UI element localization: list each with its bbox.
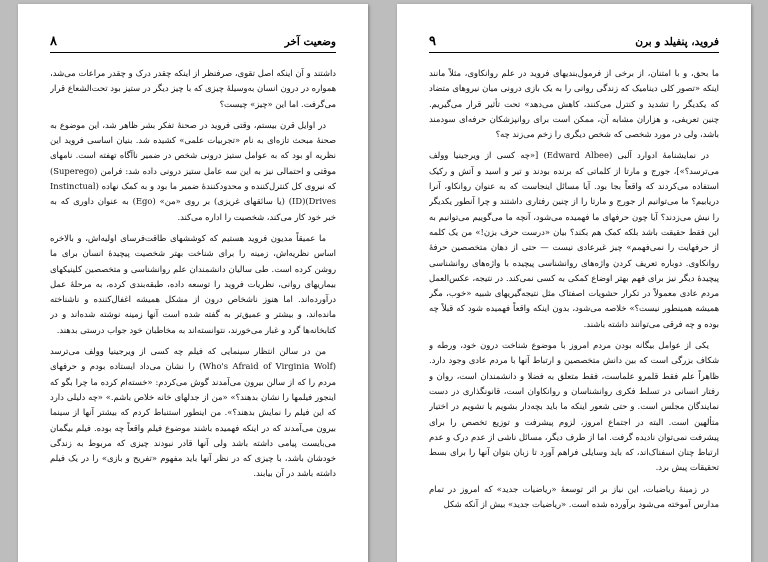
- paragraph: داشتند و آن اینکه اصل تقوی، صرفنظر از اینکه چقدر درک و چقدر مراعات می‌شد، همواره در درون انسان به‌وسیلهٔ چیزی که با چیز دیگر در ستیز بود تحت‌الشعاع قرار می‌گرفت. اما این «چیز» چیست؟: [50, 68, 336, 109]
- running-title: وضعیت آخر: [284, 36, 336, 48]
- paragraph: یکی از عوامل بیگانه بودن مردم امروز با موضوع شناخت درون خود، ورطه و شکاف بزرگی است که بین دانش متخصصین و ارتباط آنها با مردم عادی وجود دارد. ظاهراً علم فقط قلمرو علماست، فقط متعلق به فضلا و دانشمندان است، روان و رفتار انسانی در تسلط فکری روانشناسان و روانکاوان است، قانونگذاری در دست نمایندگان مجلس است. و حتی شعور اینکه ما باید بچه‌دار بشویم یا نشویم در اختیار متألهین است. البته در اجتماع امروز، لزوم پیشرفت و توزیع تخصص را برای پیشرفت نمی‌توان نادیده گرفت. اما از طرف دیگر، مسائل ناشی از عدم درک و عدم ارتباط چنان اسفناک‌اند، که باید وسایلی فراهم آورد تا زبان بتوان آنها را برای بسط تحقیقات پیش برد.: [429, 340, 719, 473]
- running-header: [429, 34, 719, 53]
- page-number: ۸: [50, 34, 57, 49]
- paragraph: ما عمیقاً مدیون فروید هستیم که کوششهای طاقت‌فرسای اولیه‌اش، و بالاخره اساس نظریه‌اش، زمینه را برای شناخت بهتر شخصیت پیچیدهٔ انسان برای ما روشن کرده است. طی سالیان دانشمندان علم روانشناسی و متخصصین کلینیکهای بیماریهای روانی، نظریات فروید را توسعه داده، طبقه‌بندی کرده، به مرحلهٔ عمل درآورده‌اند. اما هنوز ناشخاص درون از مشکل همیشه اغفال‌کننده و ناشناخته مانده‌اند، و بیشتر و عمیق‌تر به گفته شده است آنها زمینه نوشته شده‌اند و در کتابخانه‌ها گرد و غبار می‌خورند، نتوانسته‌اند به مخاطبان خود جواب درستی بدهند.: [50, 232, 336, 335]
- page-body: [429, 66, 719, 544]
- running-title: فروید، پنفیلد و برن: [635, 36, 719, 48]
- paragraph: در اوایل قرن بیستم، وقتی فروید در صحنهٔ تفکر بشر ظاهر شد، این موضوع به صحنهٔ مبحث تازه‌ای به نام «تجربیات علمی» کشیده شد. بنیان اساسی فروید این نظریه او بود که به عوامل ستیز درونی شخص در ضمیر ناآگاه تهفته است. نامهای موقتی و احتمالی نیز به این سه عامل ستیز درونی داده شد: فرامن (Superego) که نیروی کل کنترل‌کننده و محدودکنندهٔ ضمیر ما بود و به کمک نهاده (Instinctual Drives)(ID) (یا سائقهای غریزی) بر روی «من» (Ego) به عنوان داوری که به خبر خود کار می‌کند، شخصیت را اداره می‌کند.: [50, 119, 336, 222]
- paragraph: در زمینهٔ ریاضیات، این نیاز بر اثر توسعهٔ «ریاضیات جدید» که امروز در تمام مدارس آموخته می‌شود برآورده شده است. «ریاضیات جدید» بیش از آنکه شکل: [429, 483, 719, 510]
- page-number: ۹: [429, 34, 436, 49]
- book-page-left: [18, 4, 368, 562]
- paragraph: ما بحق، و با امتنان، از برخی از فرمول‌بندیهای فروید در علم روانکاوی، مثلاً مانند اینکه «تصور کلی دینامیک که زندگی روانی را به یک بازی درونی میان نیروهای متضاد که یکدیگر را تشدید و کنترل می‌کنند، کاهش می‌دهد» تحت تأثیر قرار می‌گیریم. چنین تعریفی، و هزاران مشابه آن، ممکن است برای روانپزشکان حرفه‌ای سودمند باشد، ولی در مورد شخصی که شخص دیگری را زخم می‌زند چه؟: [429, 68, 719, 140]
- running-header: [50, 34, 336, 53]
- page-body: [50, 66, 336, 544]
- paragraph: در نمایشنامهٔ ادوارد آلبی (Edward Albee) [«چه کسی از ویرجینیا وولف می‌ترسد؟»]، جورج و مارتا از کلماتی که برنده بودند و تیر و اسید و آتش و رکیک استفاده می‌کردند که واقعاً بجا بود. آیا مسائل اینجاست که به عنوان روانکاو، آنرا دریابیم؟ ما می‌توانیم از جورج و مارتا را از چنین رفتاری داشتند و چرا آنطور یکدیگر را نیش می‌زدند؟ آیا چون حرفهای ما فهمیده می‌شود، آنچه ما می‌گوییم می‌توانیم به این فقط حقیقت باشد بلکه کمک هم بکند؟ بیان «درست حرف بزن!» من یک کلمه از حرفهایت را نمی‌فهمم» چیز غیرعادی نیست — حتی از دهان متخصصین حرفهٔ روانکاوی. دوباره تعریف کردن واژه‌های روانشناسی پیچیده با واژه‌های روانشناسی پیچیدهٔ دیگر نیز برای فهم بهتر اوضاع کمکی به کسی نمی‌کند. در نتیجه، عکس‌العمل مردم عادی معمولاً در تکرار حشویات اصفتاک مثل نتیجه‌گیریهای شبیه «خوب، مگر همیشه همینطور نیست؟» خلاصه می‌شود، بدون اینکه واقعاً فهمیده شود که قبلاً چه بوده و چه فرقی می‌توانند داشته باشند.: [429, 150, 719, 329]
- book-page-right: [397, 4, 751, 562]
- paragraph: من در سالن انتظار سینمایی که فیلم چه کسی از ویرجینیا وولف می‌ترسد (Who's Afraid of Virginia Wolf) را نشان می‌داد ایستاده بودم و حرفهای مردم را که از سالن بیرون می‌آمدند گوش می‌کردم: «خسته‌ام کرده ما چرا بگو که اینجور فیلمها را نشان بدهند؟» «من از جدلهای خانه خلاص باشم.» «چه دلیلی دارد که این فیلم را نمایش بدهند؟». من اینطور استنباط کردم که بیشتر آنها از سینما بیرون می‌آمدند که در اینکه فهمیده باشند موضوع فیلم واقعاً چه بوده. فیلم بیگمان می‌بایست پیامی داشته باشد ولی آنها قادر نبودند چیزی که مربوط به زندگی خودشان باشد، با چیزی که در نظر آنها باید مفهوم «تفریح و بازی» را در یک فیلم داشته باشد در آن بیابند.: [50, 346, 336, 479]
